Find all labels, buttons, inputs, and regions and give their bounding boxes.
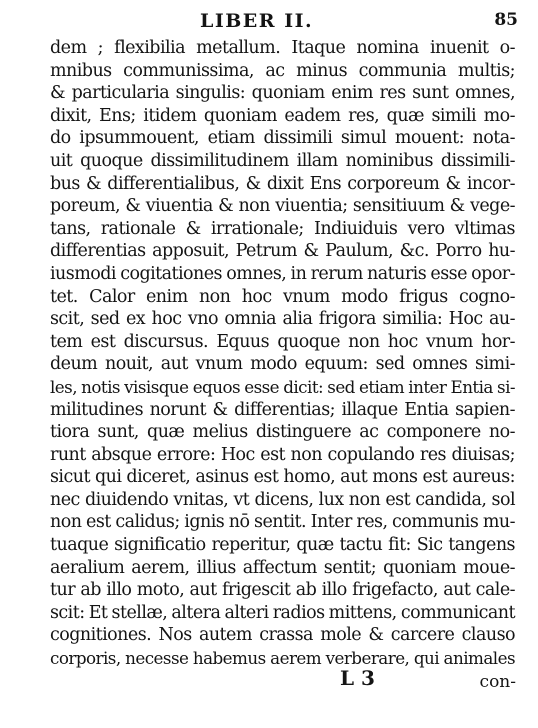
- page-header: [0, 6, 538, 36]
- page-footer: [0, 664, 538, 704]
- text-line: cognitiones. Nos autem crassa mole & carcere clauso: [50, 625, 515, 646]
- text-line: militudines norunt & differentias; illaque Entia sapien-: [50, 399, 515, 420]
- text-line: les, notis visisque equos esse dicit: sed etiam inter Entia si-: [50, 376, 515, 397]
- text-line: & particularia singulis: quoniam enim res sunt omnes,: [50, 83, 515, 104]
- text-line: bus & differentialibus, & dixit Ens corporeum & incor-: [50, 173, 515, 194]
- text-line: dixit, Ens; itidem quoniam eadem res, quæ simili mo-: [50, 105, 515, 126]
- text-line: tiora sunt, quæ melius distinguere ac componere no-: [50, 422, 515, 443]
- text-line: poreum, & viuentia & non viuentia; sensitiuum & vege-: [50, 196, 515, 217]
- text-line: corporis, necesse habemus aerem verberare, qui animales: [50, 648, 515, 669]
- page-number: 85: [494, 10, 518, 30]
- text-line: runt absque errore: Hoc est non copulando res diuisas;: [50, 444, 515, 465]
- text-line: scit, sed ex hoc vno omnia alia frigora similia: Hoc au-: [50, 309, 515, 330]
- text-line: do ipsummouent, etiam dissimili simul mouent: nota-: [50, 128, 515, 149]
- text-line: deum nouit, aut vnum modo equum: sed omnes simi-: [50, 354, 515, 375]
- text-line: mnibus communissima, ac minus communia multis;: [50, 60, 515, 81]
- running-title: LIBER II.: [200, 10, 314, 32]
- text-line: sicut qui diceret, asinus est homo, aut mons est aureus:: [50, 467, 515, 488]
- text-line: aeralium aerem, illius affectum sentit; quoniam moue-: [50, 557, 515, 578]
- catchword: con-: [479, 672, 516, 692]
- body-text: [50, 37, 515, 670]
- text-line: tans, rationale & irrationale; Indiuiduis vero vltimas: [50, 218, 515, 239]
- text-line: iusmodi cogitationes omnes, in rerum naturis esse opor-: [50, 263, 515, 284]
- text-line: tur ab illo moto, aut frigescit ab illo frigefacto, aut cale-: [50, 580, 515, 601]
- text-line: tuaque significatio reperitur, quæ tactu fit: Sic tangens: [50, 535, 515, 556]
- text-line: scit: Et stellæ, altera alteri radios mittens, communicant: [50, 602, 515, 623]
- text-line: uit quoque dissimilitudinem illam nominibus dissimili-: [50, 150, 515, 171]
- text-line: tem est discursus. Equus quoque non hoc vnum hor-: [50, 331, 515, 352]
- text-line: tet. Calor enim non hoc vnum modo frigus cogno-: [50, 286, 515, 307]
- text-line: dem ; flexibilia metallum. Itaque nomina inuenit o-: [50, 38, 515, 58]
- text-line: nec diuidendo vnitas, vt dicens, lux non est candida, sol: [50, 489, 515, 510]
- text-line: non est calidus; ignis nō sentit. Inter res, communis mu-: [50, 512, 515, 533]
- text-line: differentias apposuit, Petrum & Paulum, &c. Porro hu-: [50, 241, 515, 262]
- signature-mark: L 3: [340, 666, 375, 690]
